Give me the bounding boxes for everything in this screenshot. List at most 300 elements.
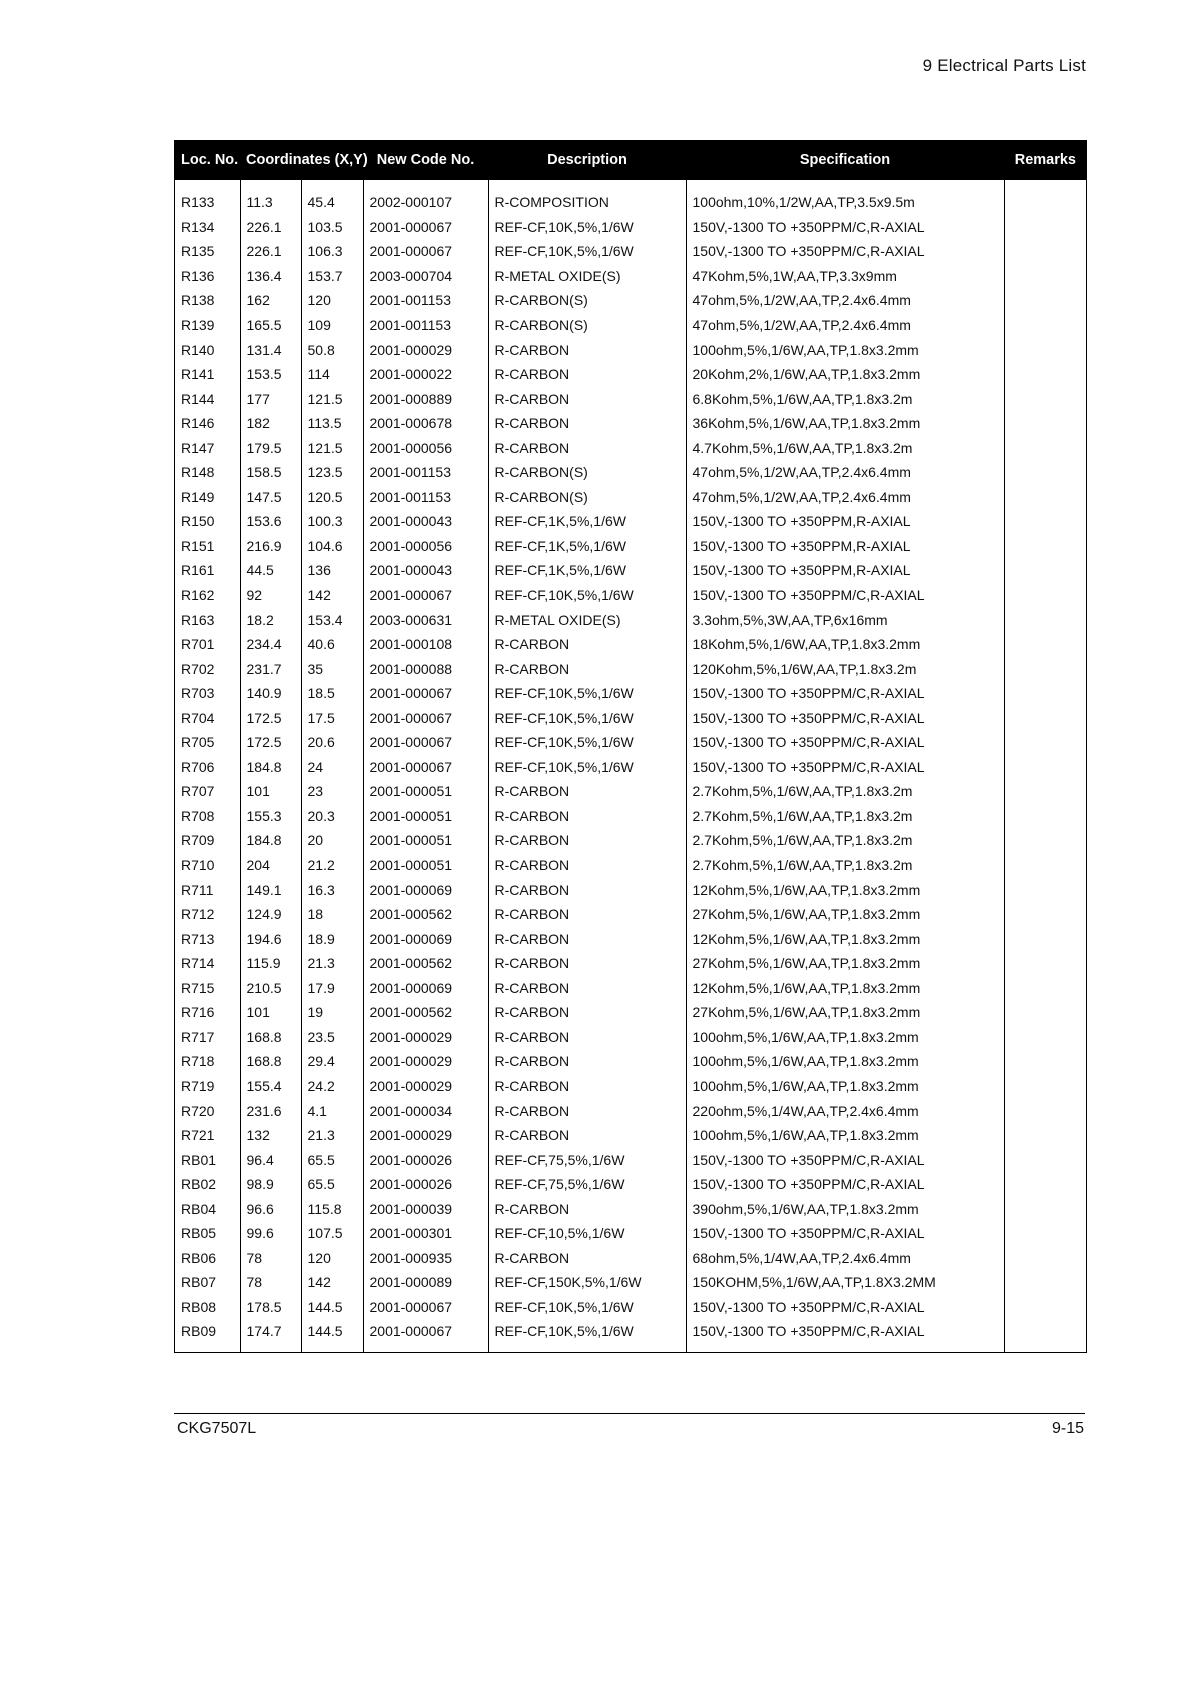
cell-specification: 150V,-1300 TO +350PPM/C,R-AXIAL (686, 239, 1004, 264)
cell-remarks (1004, 1196, 1086, 1221)
cell-description: R-CARBON (488, 1246, 686, 1271)
footer-divider (174, 1413, 1085, 1414)
cell-loc-no: RB04 (181, 1200, 217, 1217)
cell-coord-x: 184.8 (240, 828, 301, 853)
cell-remarks (1004, 1270, 1086, 1295)
cell-specification: 4.7Kohm,5%,1/6W,AA,TP,1.8x3.2m (686, 435, 1004, 460)
cell-coord-y: 20.3 (301, 804, 363, 829)
cell-loc-no: R707 (181, 783, 215, 800)
cell-specification: 47ohm,5%,1/2W,AA,TP,2.4x6.4mm (686, 485, 1004, 510)
cell-remarks (1004, 534, 1086, 559)
table-row (175, 435, 1086, 460)
cell-coord-x: 168.8 (240, 1049, 301, 1074)
table-row (175, 362, 1086, 387)
cell-coord-y: 109 (301, 313, 363, 338)
cell-loc-no: R711 (181, 881, 214, 898)
cell-description: R-CARBON (488, 877, 686, 902)
cell-description: REF-CF,10K,5%,1/6W (488, 730, 686, 755)
cell-specification: 18Kohm,5%,1/6W,AA,TP,1.8x3.2mm (686, 632, 1004, 657)
cell-specification: 47ohm,5%,1/2W,AA,TP,2.4x6.4mm (686, 460, 1004, 485)
table-row (175, 534, 1086, 559)
table-row (175, 976, 1086, 1001)
cell-description: REF-CF,75,5%,1/6W (488, 1172, 686, 1197)
cell-specification: 150V,-1300 TO +350PPM/C,R-AXIAL (686, 730, 1004, 755)
cell-description: REF-CF,10K,5%,1/6W (488, 755, 686, 780)
cell-new-code-no: 2001-000562 (363, 1000, 488, 1025)
cell-new-code-no: 2001-000088 (363, 656, 488, 681)
cell-coord-x: 155.3 (240, 804, 301, 829)
cell-remarks (1004, 1000, 1086, 1025)
table-row (175, 828, 1086, 853)
cell-description: R-CARBON (488, 386, 686, 411)
cell-loc-no: R133 (181, 194, 215, 211)
cell-coord-x: 96.4 (240, 1147, 301, 1172)
cell-new-code-no: 2001-000935 (363, 1246, 488, 1271)
cell-coord-x: 149.1 (240, 877, 301, 902)
cell-loc-no: R706 (181, 758, 215, 775)
cell-coord-y: 142 (301, 583, 363, 608)
cell-new-code-no: 2001-000022 (363, 362, 488, 387)
cell-description: R-CARBON (488, 976, 686, 1001)
cell-specification: 6.8Kohm,5%,1/6W,AA,TP,1.8x3.2m (686, 386, 1004, 411)
cell-remarks (1004, 558, 1086, 583)
cell-new-code-no: 2001-000067 (363, 1295, 488, 1320)
cell-coord-y: 106.3 (301, 239, 363, 264)
cell-coord-x: 231.7 (240, 656, 301, 681)
cell-description: R-CARBON (488, 1196, 686, 1221)
cell-coord-x: 78 (240, 1270, 301, 1295)
cell-specification: 2.7Kohm,5%,1/6W,AA,TP,1.8x3.2m (686, 804, 1004, 829)
cell-specification: 12Kohm,5%,1/6W,AA,TP,1.8x3.2mm (686, 976, 1004, 1001)
cell-new-code-no: 2001-000069 (363, 976, 488, 1001)
cell-specification: 27Kohm,5%,1/6W,AA,TP,1.8x3.2mm (686, 902, 1004, 927)
cell-description: R-CARBON (488, 828, 686, 853)
cell-coord-x: 98.9 (240, 1172, 301, 1197)
cell-new-code-no: 2002-000107 (363, 180, 488, 215)
cell-remarks (1004, 1172, 1086, 1197)
cell-coord-y: 65.5 (301, 1147, 363, 1172)
cell-specification: 100ohm,10%,1/2W,AA,TP,3.5x9.5m (686, 180, 1004, 215)
cell-remarks (1004, 1098, 1086, 1123)
cell-coord-y: 121.5 (301, 386, 363, 411)
cell-coord-y: 20 (301, 828, 363, 853)
cell-remarks (1004, 607, 1086, 632)
cell-coord-y: 17.5 (301, 705, 363, 730)
cell-loc-no: RB01 (181, 1151, 217, 1168)
cell-coord-y: 18.5 (301, 681, 363, 706)
table-row (175, 313, 1086, 338)
table-row (175, 705, 1086, 730)
cell-coord-x: 226.1 (240, 239, 301, 264)
cell-description: R-COMPOSITION (488, 180, 686, 215)
cell-coord-y: 144.5 (301, 1319, 363, 1352)
cell-specification: 12Kohm,5%,1/6W,AA,TP,1.8x3.2mm (686, 926, 1004, 951)
cell-loc-no: R716 (181, 1004, 215, 1021)
cell-remarks (1004, 1049, 1086, 1074)
cell-loc-no: R715 (181, 979, 215, 996)
cell-coord-x: 226.1 (240, 215, 301, 240)
cell-coord-y: 115.8 (301, 1196, 363, 1221)
cell-specification: 100ohm,5%,1/6W,AA,TP,1.8x3.2mm (686, 1074, 1004, 1099)
cell-loc-no: R135 (181, 243, 215, 260)
cell-specification: 36Kohm,5%,1/6W,AA,TP,1.8x3.2mm (686, 411, 1004, 436)
cell-loc-no: R139 (181, 317, 215, 333)
cell-specification: 150V,-1300 TO +350PPM/C,R-AXIAL (686, 1221, 1004, 1246)
cell-description: R-CARBON (488, 337, 686, 362)
cell-remarks (1004, 362, 1086, 387)
table-row (175, 1049, 1086, 1074)
cell-new-code-no: 2001-000069 (363, 877, 488, 902)
cell-loc-no: R701 (181, 636, 215, 653)
table-row (175, 1196, 1086, 1221)
cell-specification: 47Kohm,5%,1W,AA,TP,3.3x9mm (686, 264, 1004, 289)
cell-remarks (1004, 902, 1086, 927)
cell-description: REF-CF,10K,5%,1/6W (488, 215, 686, 240)
cell-coord-y: 24 (301, 755, 363, 780)
cell-remarks (1004, 804, 1086, 829)
cell-remarks (1004, 976, 1086, 1001)
table-row (175, 264, 1086, 289)
cell-coord-y: 18.9 (301, 926, 363, 951)
cell-coord-x: 101 (240, 779, 301, 804)
cell-remarks (1004, 583, 1086, 608)
cell-coord-y: 35 (301, 656, 363, 681)
cell-loc-no: R708 (181, 807, 215, 824)
table-row (175, 926, 1086, 951)
cell-specification: 150V,-1300 TO +350PPM/C,R-AXIAL (686, 1147, 1004, 1172)
cell-loc-no: R138 (181, 292, 215, 309)
table-row (175, 509, 1086, 534)
header-new-code-no: New Code No. (363, 140, 488, 180)
header-description: Description (488, 140, 686, 180)
cell-description: R-METAL OXIDE(S) (488, 264, 686, 289)
cell-description: REF-CF,1K,5%,1/6W (488, 509, 686, 534)
cell-coord-x: 182 (240, 411, 301, 436)
cell-description: REF-CF,10K,5%,1/6W (488, 1295, 686, 1320)
cell-new-code-no: 2001-000051 (363, 853, 488, 878)
table-body (175, 180, 1086, 1352)
cell-new-code-no: 2003-000704 (363, 264, 488, 289)
cell-specification: 27Kohm,5%,1/6W,AA,TP,1.8x3.2mm (686, 951, 1004, 976)
cell-new-code-no: 2001-000067 (363, 583, 488, 608)
table-row (175, 215, 1086, 240)
cell-remarks (1004, 215, 1086, 240)
cell-loc-no: R702 (181, 660, 215, 677)
cell-specification: 100ohm,5%,1/6W,AA,TP,1.8x3.2mm (686, 1123, 1004, 1148)
cell-coord-x: 124.9 (240, 902, 301, 927)
cell-new-code-no: 2001-000301 (363, 1221, 488, 1246)
cell-specification: 150V,-1300 TO +350PPM,R-AXIAL (686, 534, 1004, 559)
cell-new-code-no: 2001-000108 (363, 632, 488, 657)
cell-loc-no: R705 (181, 734, 215, 751)
table-row (175, 632, 1086, 657)
cell-loc-no: R721 (181, 1127, 215, 1144)
cell-coord-x: 177 (240, 386, 301, 411)
cell-description: REF-CF,10K,5%,1/6W (488, 681, 686, 706)
cell-loc-no: R162 (181, 587, 215, 604)
cell-loc-no: RB05 (181, 1225, 217, 1242)
cell-description: R-CARBON (488, 435, 686, 460)
cell-remarks (1004, 730, 1086, 755)
cell-loc-no: R709 (181, 832, 215, 849)
cell-coord-x: 153.5 (240, 362, 301, 387)
cell-remarks (1004, 313, 1086, 338)
cell-description: R-CARBON (488, 1098, 686, 1123)
cell-coord-x: 44.5 (240, 558, 301, 583)
cell-new-code-no: 2001-000678 (363, 411, 488, 436)
cell-specification: 100ohm,5%,1/6W,AA,TP,1.8x3.2mm (686, 1049, 1004, 1074)
cell-remarks (1004, 779, 1086, 804)
cell-specification: 150V,-1300 TO +350PPM,R-AXIAL (686, 509, 1004, 534)
cell-coord-x: 172.5 (240, 730, 301, 755)
cell-description: R-CARBON (488, 779, 686, 804)
cell-coord-x: 140.9 (240, 681, 301, 706)
cell-specification: 150V,-1300 TO +350PPM,R-AXIAL (686, 558, 1004, 583)
cell-loc-no: R718 (181, 1053, 215, 1070)
cell-description: R-CARBON (488, 1025, 686, 1050)
cell-new-code-no: 2001-000562 (363, 951, 488, 976)
header-coordinates: Coordinates (X,Y) (240, 140, 363, 180)
cell-specification: 150V,-1300 TO +350PPM/C,R-AXIAL (686, 1319, 1004, 1352)
cell-coord-y: 120 (301, 288, 363, 313)
cell-coord-y: 153.4 (301, 607, 363, 632)
cell-coord-x: 115.9 (240, 951, 301, 976)
cell-new-code-no: 2001-000067 (363, 215, 488, 240)
cell-description: REF-CF,10K,5%,1/6W (488, 583, 686, 608)
cell-new-code-no: 2001-000029 (363, 1049, 488, 1074)
cell-new-code-no: 2001-001153 (363, 460, 488, 485)
cell-new-code-no: 2001-000069 (363, 926, 488, 951)
cell-coord-x: 99.6 (240, 1221, 301, 1246)
header-specification: Specification (686, 140, 1004, 180)
cell-coord-x: 158.5 (240, 460, 301, 485)
cell-coord-x: 101 (240, 1000, 301, 1025)
table-row (175, 1246, 1086, 1271)
cell-coord-y: 17.9 (301, 976, 363, 1001)
cell-specification: 100ohm,5%,1/6W,AA,TP,1.8x3.2mm (686, 337, 1004, 362)
cell-description: R-METAL OXIDE(S) (488, 607, 686, 632)
cell-coord-x: 96.6 (240, 1196, 301, 1221)
table-row (175, 1147, 1086, 1172)
table-row (175, 485, 1086, 510)
cell-coord-y: 123.5 (301, 460, 363, 485)
cell-specification: 2.7Kohm,5%,1/6W,AA,TP,1.8x3.2m (686, 853, 1004, 878)
cell-coord-x: 153.6 (240, 509, 301, 534)
table-row (175, 1123, 1086, 1148)
cell-coord-y: 153.7 (301, 264, 363, 289)
cell-description: REF-CF,1K,5%,1/6W (488, 534, 686, 559)
cell-specification: 27Kohm,5%,1/6W,AA,TP,1.8x3.2mm (686, 1000, 1004, 1025)
cell-new-code-no: 2001-000889 (363, 386, 488, 411)
cell-loc-no: RB06 (181, 1249, 217, 1266)
cell-loc-no: R161 (181, 562, 215, 579)
cell-remarks (1004, 632, 1086, 657)
cell-coord-y: 107.5 (301, 1221, 363, 1246)
cell-specification: 390ohm,5%,1/6W,AA,TP,1.8x3.2mm (686, 1196, 1004, 1221)
table-row (175, 583, 1086, 608)
cell-coord-x: 179.5 (240, 435, 301, 460)
cell-description: REF-CF,10K,5%,1/6W (488, 705, 686, 730)
table-row (175, 558, 1086, 583)
table-row (175, 951, 1086, 976)
cell-new-code-no: 2001-000067 (363, 1319, 488, 1352)
cell-description: R-CARBON (488, 656, 686, 681)
table-row (175, 1221, 1086, 1246)
footer-page-number: 9-15 (1051, 1420, 1084, 1437)
table-row (175, 411, 1086, 436)
cell-description: R-CARBON (488, 951, 686, 976)
cell-new-code-no: 2001-001153 (363, 485, 488, 510)
table-row (175, 1000, 1086, 1025)
cell-loc-no: R710 (181, 857, 215, 874)
cell-description: R-CARBON(S) (488, 485, 686, 510)
table-row (175, 1098, 1086, 1123)
cell-description: REF-CF,150K,5%,1/6W (488, 1270, 686, 1295)
cell-loc-no: R719 (181, 1077, 215, 1094)
table-row (175, 460, 1086, 485)
table-row (175, 902, 1086, 927)
footer-model-name: CKG7507L (177, 1420, 257, 1437)
cell-new-code-no: 2001-000026 (363, 1147, 488, 1172)
cell-new-code-no: 2001-001153 (363, 313, 488, 338)
cell-coord-x: 174.7 (240, 1319, 301, 1352)
cell-remarks (1004, 853, 1086, 878)
cell-description: R-CARBON (488, 853, 686, 878)
cell-remarks (1004, 337, 1086, 362)
cell-coord-y: 45.4 (301, 180, 363, 215)
table-header-row (175, 140, 1086, 180)
cell-description: REF-CF,10K,5%,1/6W (488, 239, 686, 264)
cell-loc-no: R136 (181, 267, 215, 284)
cell-new-code-no: 2001-000056 (363, 435, 488, 460)
cell-coord-y: 19 (301, 1000, 363, 1025)
cell-remarks (1004, 485, 1086, 510)
cell-remarks (1004, 239, 1086, 264)
cell-new-code-no: 2001-000067 (363, 239, 488, 264)
cell-coord-x: 210.5 (240, 976, 301, 1001)
cell-new-code-no: 2001-000043 (363, 509, 488, 534)
cell-new-code-no: 2001-000029 (363, 1025, 488, 1050)
cell-description: R-CARBON(S) (488, 313, 686, 338)
cell-coord-x: 194.6 (240, 926, 301, 951)
cell-loc-no: R141 (181, 366, 215, 383)
table-row (175, 1295, 1086, 1320)
parts-table (175, 140, 1086, 1352)
cell-remarks (1004, 877, 1086, 902)
parts-table-container (174, 140, 1087, 1353)
cell-specification: 47ohm,5%,1/2W,AA,TP,2.4x6.4mm (686, 313, 1004, 338)
cell-coord-y: 4.1 (301, 1098, 363, 1123)
cell-coord-y: 18 (301, 902, 363, 927)
cell-specification: 150V,-1300 TO +350PPM/C,R-AXIAL (686, 1295, 1004, 1320)
cell-remarks (1004, 681, 1086, 706)
cell-specification: 150V,-1300 TO +350PPM/C,R-AXIAL (686, 755, 1004, 780)
cell-coord-x: 78 (240, 1246, 301, 1271)
table-row (175, 1270, 1086, 1295)
cell-coord-x: 216.9 (240, 534, 301, 559)
cell-loc-no: R147 (181, 439, 215, 456)
cell-coord-x: 204 (240, 853, 301, 878)
cell-new-code-no: 2001-000562 (363, 902, 488, 927)
cell-new-code-no: 2001-000034 (363, 1098, 488, 1123)
cell-remarks (1004, 411, 1086, 436)
header-loc-no: Loc. No. (175, 140, 240, 180)
cell-description: R-CARBON(S) (488, 288, 686, 313)
cell-coord-x: 155.4 (240, 1074, 301, 1099)
cell-specification: 150V,-1300 TO +350PPM/C,R-AXIAL (686, 1172, 1004, 1197)
cell-remarks (1004, 926, 1086, 951)
cell-coord-x: 162 (240, 288, 301, 313)
cell-loc-no: RB02 (181, 1176, 217, 1193)
table-row (175, 853, 1086, 878)
table-row (175, 386, 1086, 411)
cell-remarks (1004, 1319, 1086, 1352)
cell-coord-y: 120.5 (301, 485, 363, 510)
cell-new-code-no: 2001-000067 (363, 705, 488, 730)
cell-description: R-CARBON (488, 1123, 686, 1148)
table-row (175, 730, 1086, 755)
cell-description: R-CARBON (488, 902, 686, 927)
cell-new-code-no: 2001-000089 (363, 1270, 488, 1295)
cell-specification: 2.7Kohm,5%,1/6W,AA,TP,1.8x3.2m (686, 828, 1004, 853)
cell-remarks (1004, 1295, 1086, 1320)
cell-loc-no: RB09 (181, 1323, 217, 1340)
cell-description: R-CARBON (488, 804, 686, 829)
cell-new-code-no: 2001-000051 (363, 828, 488, 853)
cell-new-code-no: 2001-000067 (363, 681, 488, 706)
cell-loc-no: R163 (181, 611, 215, 628)
cell-coord-y: 16.3 (301, 877, 363, 902)
cell-loc-no: RB08 (181, 1298, 217, 1315)
cell-new-code-no: 2001-000029 (363, 337, 488, 362)
table-row (175, 877, 1086, 902)
cell-loc-no: R144 (181, 390, 215, 407)
cell-specification: 150KOHM,5%,1/6W,AA,TP,1.8X3.2MM (686, 1270, 1004, 1295)
cell-coord-x: 18.2 (240, 607, 301, 632)
cell-specification: 12Kohm,5%,1/6W,AA,TP,1.8x3.2mm (686, 877, 1004, 902)
cell-coord-y: 136 (301, 558, 363, 583)
cell-loc-no: R720 (181, 1102, 215, 1119)
table-row (175, 1074, 1086, 1099)
table-row (175, 288, 1086, 313)
cell-coord-y: 104.6 (301, 534, 363, 559)
cell-new-code-no: 2001-000067 (363, 730, 488, 755)
cell-description: R-CARBON (488, 1049, 686, 1074)
cell-remarks (1004, 951, 1086, 976)
cell-new-code-no: 2001-000067 (363, 755, 488, 780)
cell-coord-y: 144.5 (301, 1295, 363, 1320)
cell-specification: 2.7Kohm,5%,1/6W,AA,TP,1.8x3.2m (686, 779, 1004, 804)
cell-loc-no: R150 (181, 513, 215, 530)
cell-remarks (1004, 1123, 1086, 1148)
table-row (175, 755, 1086, 780)
cell-coord-x: 234.4 (240, 632, 301, 657)
cell-description: REF-CF,75,5%,1/6W (488, 1147, 686, 1172)
table-row (175, 1319, 1086, 1352)
cell-specification: 220ohm,5%,1/4W,AA,TP,2.4x6.4mm (686, 1098, 1004, 1123)
cell-coord-x: 178.5 (240, 1295, 301, 1320)
cell-remarks (1004, 656, 1086, 681)
cell-coord-y: 100.3 (301, 509, 363, 534)
cell-coord-x: 136.4 (240, 264, 301, 289)
cell-remarks (1004, 755, 1086, 780)
section-title: 9 Electrical Parts List (922, 56, 1086, 75)
cell-loc-no: R134 (181, 218, 215, 235)
cell-remarks (1004, 288, 1086, 313)
cell-remarks (1004, 460, 1086, 485)
cell-remarks (1004, 1221, 1086, 1246)
cell-loc-no: R151 (181, 537, 215, 554)
